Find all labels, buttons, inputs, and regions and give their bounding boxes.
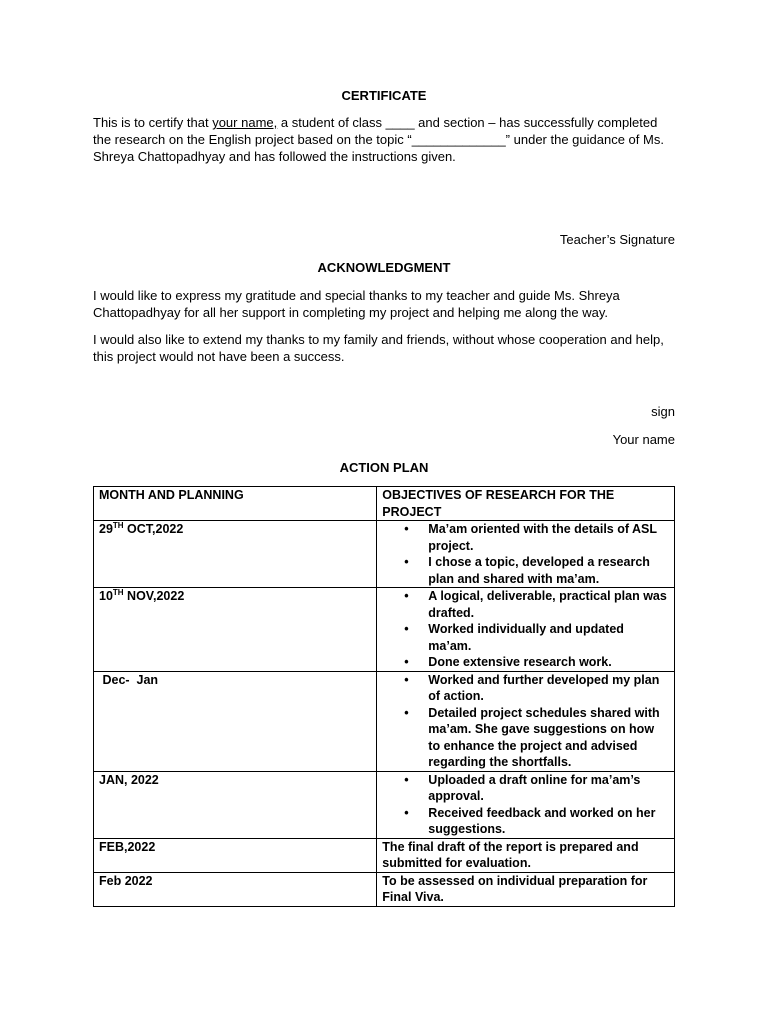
table-header-row — [94, 487, 675, 521]
list-item: • Worked and further developed my plan of action. — [428, 672, 669, 705]
month-rest: OCT,2022 — [123, 522, 184, 536]
table-row — [94, 872, 675, 906]
table-row — [94, 521, 675, 588]
action-plan-title: ACTION PLAN — [339, 460, 429, 475]
objectives-cell: To be assessed on individual preparation for Final Viva. — [377, 872, 675, 906]
action-plan-table — [93, 486, 675, 907]
month-cell: Feb 2022 — [94, 872, 377, 906]
certificate-text-start: This is to certify that — [93, 115, 213, 130]
objectives-cell — [377, 771, 675, 838]
list-item: • A logical, deliverable, practical plan was drafted. — [428, 588, 669, 621]
objectives-cell — [377, 521, 675, 588]
list-item: • Done extensive research work. — [428, 654, 669, 671]
month-day: 10 — [99, 589, 113, 603]
sign-label: sign — [651, 404, 675, 419]
table-row — [94, 838, 675, 872]
table-row — [94, 588, 675, 672]
acknowledgment-paragraph-2: I would also like to extend my thanks to my family and friends, without whose cooperation and help, this project would not have been a success. — [93, 332, 664, 364]
month-day: 29 — [99, 522, 113, 536]
month-rest: NOV,2022 — [123, 589, 185, 603]
name-placeholder: your name, — [212, 115, 278, 130]
list-item: • Received feedback and worked on her suggestions. — [428, 805, 669, 838]
objectives-cell — [377, 671, 675, 771]
table-row — [94, 671, 675, 771]
month-cell — [94, 521, 377, 588]
your-name-label: Your name — [612, 432, 675, 447]
objectives-cell — [377, 588, 675, 672]
month-cell — [94, 588, 377, 672]
certificate-title: CERTIFICATE — [341, 88, 427, 103]
list-item: • Detailed project schedules shared with ma’am. She gave suggestions on how to enhance the project and advised regarding the shortfalls. — [428, 705, 669, 771]
list-item: • I chose a topic, developed a research plan and shared with ma’am. — [428, 554, 669, 587]
acknowledgment-title: ACKNOWLEDGMENT — [317, 260, 451, 275]
header-month: MONTH AND PLANNING — [94, 487, 377, 521]
list-item: • Uploaded a draft online for ma’am’s approval. — [428, 772, 669, 805]
list-item: • Ma’am oriented with the details of ASL project. — [428, 521, 669, 554]
certificate-text — [93, 114, 675, 165]
table-row — [94, 771, 675, 838]
list-item: • Worked individually and updated ma’am. — [428, 621, 669, 654]
month-cell: FEB,2022 — [94, 838, 377, 872]
teacher-signature-label: Teacher’s Signature — [559, 232, 675, 247]
objectives-cell: The final draft of the report is prepared and submitted for evaluation. — [377, 838, 675, 872]
month-suffix-sup: TH — [112, 587, 124, 597]
month-cell: Dec- Jan — [94, 671, 377, 771]
month-cell: JAN, 2022 — [94, 771, 377, 838]
month-suffix-sup: TH — [112, 520, 124, 530]
certificate-text-rest: a student of class ____ and section – has successfully completed the research on the English project based on the topic “_____________” under the guidance of Ms. Shreya Chattopadhyay and has followed the instructions given. — [93, 115, 664, 164]
acknowledgment-paragraph-1: I would like to express my gratitude and special thanks to my teacher and guide Ms. Shreya Chattopadhyay for all her support in completing my project and helping me along the way. — [93, 288, 620, 320]
header-objectives: OBJECTIVES OF RESEARCH FOR THE PROJECT — [377, 487, 675, 521]
